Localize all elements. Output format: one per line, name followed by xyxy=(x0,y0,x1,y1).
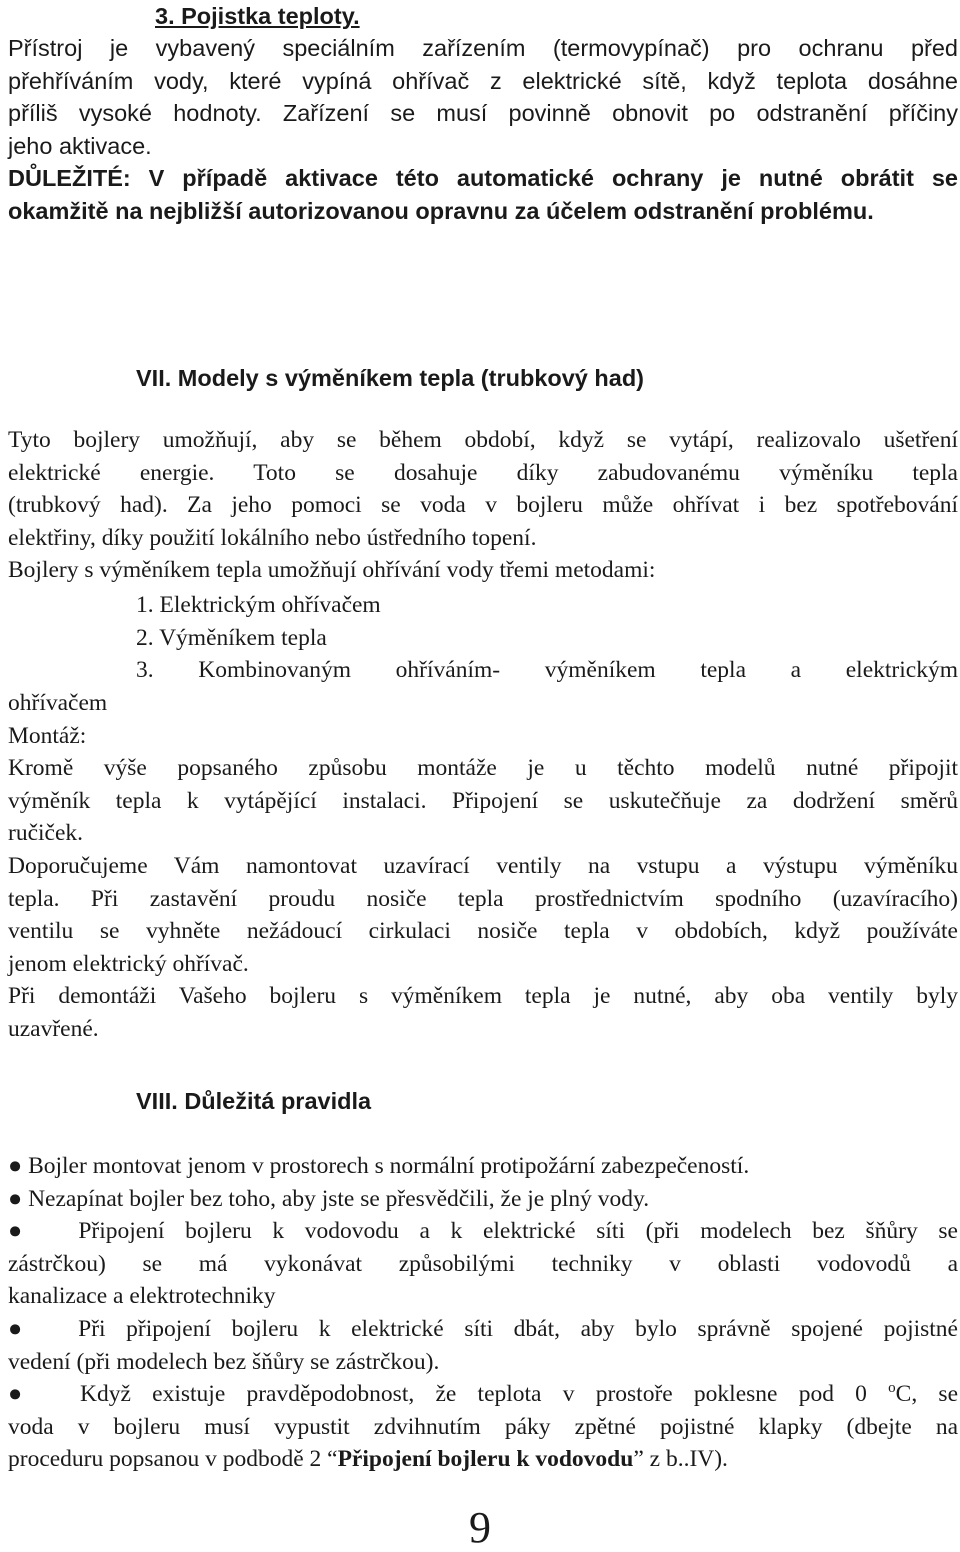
text-line: příliš vysoké hodnoty. Zařízení se musí povinně obnovit po odstranění příčiny xyxy=(8,100,958,127)
methods-list xyxy=(136,589,958,687)
text-line: kanalizace a elektrotechniky xyxy=(8,1283,276,1310)
text-line: Tyto bojlery umožňují, aby se během období, když se vytápí, realizovalo ušetření xyxy=(8,427,958,453)
important-notice xyxy=(8,162,958,227)
text-line: voda v bojleru musí vypustit zdvihnutím páky zpětné pojistné klapky (dbejte na xyxy=(8,1413,958,1440)
text-line: vedení (při modelech bez šňůry se zástrčkou). xyxy=(8,1348,440,1375)
section-title: Důležitá pravidla xyxy=(184,1088,372,1114)
text-line: tepla. Při zastavění proudu nosiče tepla prostřednictvím spodního (uzavíracího) xyxy=(8,885,958,912)
text-line: ručiček. xyxy=(8,820,84,847)
list-item: ● Když existuje pravděpodobnost, že teplota v prostoře poklesne pod 0 $^o$C, se xyxy=(8,1380,959,1408)
text-line: ventilu se vyhněte nežádoucí cirkulaci nosiče tepla v obdobích, když používáte xyxy=(8,918,958,945)
list-item: ● Při připojení bojleru k elektrické síti dbát, aby bylo správně spojené pojistné xyxy=(8,1315,958,1342)
text-line: elektřiny, díky použití lokálního nebo ústředního topení. xyxy=(8,524,537,551)
section-vii-body xyxy=(8,687,958,1046)
bullet-icon: ● xyxy=(8,1381,38,1408)
list-item: 2. Výměníkem tepla xyxy=(136,624,327,651)
text-line: zástrčkou) se má vykonávat způsobilými techniky v oblasti vodovodů a xyxy=(8,1250,958,1277)
text-line: Doporučujeme Vám namontovat uzavírací ventily na vstupu a výstupu výměníku xyxy=(8,852,958,879)
text-line: uzavřené. xyxy=(8,1015,99,1042)
section-number: VIII. xyxy=(136,1088,178,1114)
rules-list xyxy=(8,1150,958,1476)
bullet-icon: ● xyxy=(8,1185,23,1212)
text-line: elektrické energie. Toto se dosahuje díky zabudovanému výměníku tepla xyxy=(8,459,958,486)
bold-reference: Připojení bojleru k vodovodu xyxy=(337,1446,634,1473)
text-line: výměník tepla k vytápějící instalaci. Připojení se uskutečňuje za dodržení směrů xyxy=(8,787,958,814)
text-line: Přístroj je vybavený speciálním zařízením (termovypínač) pro ochranu před xyxy=(8,35,958,61)
montaz-label: Montáž: xyxy=(8,722,87,749)
degree-sup: o xyxy=(888,1380,896,1397)
pojistka-paragraph xyxy=(8,32,958,162)
page-number: 9 xyxy=(469,1503,491,1552)
list-item: 1. Elektrickým ohřívačem xyxy=(136,592,381,618)
section-vii-heading xyxy=(136,362,644,395)
section-title: Modely s výměníkem tepla (trubkový had) xyxy=(177,365,645,391)
bullet-icon: ● xyxy=(8,1218,37,1245)
methods-intro: Bojlery s výměníkem tepla umožňují ohřívání vody třemi metodami: xyxy=(8,557,656,584)
text-line: (trubkový had). Za jeho pomoci se voda v bojleru může ohřívat i bez spotřebování xyxy=(8,492,958,519)
text-line: jenom elektrický ohřívač. xyxy=(8,950,249,977)
text-line: proceduru popsanou v podbodě 2 “Připojení bojleru k vodovodu” z b..IV). xyxy=(8,1446,728,1473)
section-vii-intro xyxy=(8,424,958,587)
section-viii-heading xyxy=(136,1085,371,1118)
pojistka-heading: 3. Pojistka teploty. xyxy=(155,3,360,29)
text-line: okamžitě na nejbližší autorizovanou opravnu za účelem odstranění problému. xyxy=(8,197,874,224)
bullet-icon: ● xyxy=(8,1153,23,1179)
list-item: ● Nezapínat bojler bez toho, aby jste se přesvědčili, že je plný vody. xyxy=(8,1185,650,1212)
text-line: ohřívačem xyxy=(8,690,108,716)
text-line: Kromě výše popsaného způsobu montáže je u těchto modelů nutné připojit xyxy=(8,755,958,782)
text-line: přehříváním vody, které vypíná ohřívač z elektrické sítě, když teplota dosáhne xyxy=(8,67,958,94)
list-item: 3. Kombinovaným ohříváním- výměníkem tepla a elektrickým xyxy=(136,657,958,684)
list-item: ● Bojler montovat jenom v prostorech s normální protipožární zabezpečeností. xyxy=(8,1153,750,1179)
section-number: VII. xyxy=(136,365,172,391)
text-line: DŮLEŽITÉ: V případě aktivace této automatické ochrany je nutné obrátit se xyxy=(8,165,958,191)
text-line: Při demontáži Vašeho bojleru s výměníkem tepla je nutné, aby oba ventily byly xyxy=(8,983,958,1010)
list-item: ● Připojení bojleru k vodovodu a k elektrické síti (při modelech bez šňůry se xyxy=(8,1218,958,1245)
text-line: jeho aktivace. xyxy=(8,132,152,159)
bullet-icon: ● xyxy=(8,1315,37,1342)
